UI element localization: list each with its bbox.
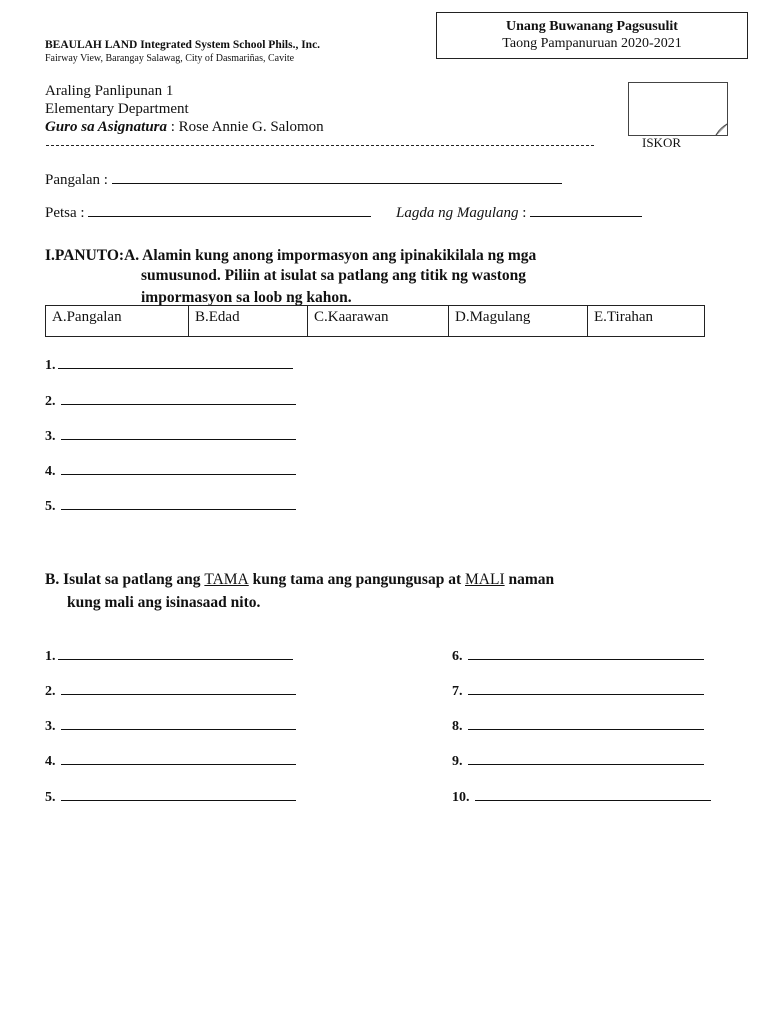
answer-blank[interactable]: [58, 658, 293, 660]
choice-d: D.Magulang: [449, 306, 588, 336]
score-box: [628, 82, 728, 136]
answer-blank[interactable]: [468, 763, 704, 765]
teacher-name: : Rose Annie G. Salomon: [167, 119, 324, 135]
choice-e: E.Tirahan: [594, 309, 654, 325]
answer-blank[interactable]: [61, 438, 296, 440]
answer-blank[interactable]: [61, 763, 296, 765]
school-year: Taong Pampanuruan 2020-2021: [502, 36, 682, 51]
name-field[interactable]: [45, 172, 562, 189]
divider: [46, 145, 594, 146]
signature-blank[interactable]: [530, 215, 642, 217]
signature-label: Lagda ng Magulang: [396, 205, 519, 221]
folded-corner-icon: [628, 82, 728, 136]
part-b-item[interactable]: 10.: [452, 790, 711, 806]
choice-a: A.Pangalan: [46, 306, 189, 336]
answer-blank[interactable]: [61, 693, 296, 695]
signature-field[interactable]: [396, 205, 642, 222]
signature-colon: :: [518, 205, 531, 221]
date-label: Petsa :: [45, 205, 89, 221]
choices-box: [45, 305, 705, 337]
part-b-item[interactable]: 2.: [45, 684, 296, 700]
answer-blank[interactable]: [61, 508, 296, 510]
part-b-item[interactable]: 6.: [452, 649, 704, 665]
school-address: Fairway View, Barangay Salawag, City of Dasmariñas, Cavite: [45, 53, 295, 64]
answer-blank[interactable]: [475, 799, 711, 801]
answer-blank[interactable]: [468, 728, 704, 730]
part-b-item[interactable]: 3.: [45, 719, 296, 735]
date-blank[interactable]: [88, 215, 371, 217]
choice-c: C.Kaarawan: [308, 306, 449, 336]
department: Elementary Department: [45, 101, 189, 117]
part-b-item[interactable]: 8.: [452, 719, 704, 735]
answer-blank[interactable]: [468, 693, 704, 695]
answer-blank[interactable]: [58, 367, 293, 369]
name-label: Pangalan :: [45, 172, 112, 188]
part-b-item[interactable]: 7.: [452, 684, 704, 700]
part-b-instruction-line1: B. Isulat sa patlang ang TAMA kung tama ang pangungusap at MALI naman: [45, 571, 555, 588]
part-b-item[interactable]: 4.: [45, 754, 296, 770]
teacher-line: [45, 118, 324, 136]
answer-blank[interactable]: [61, 403, 296, 405]
date-field[interactable]: [45, 205, 371, 222]
part-a-instruction-line2: sumusunod. Piliin at isulat sa patlang ang titik ng wastong: [141, 267, 527, 284]
part-b-item[interactable]: 5.: [45, 790, 296, 806]
part-a-instruction-line3: impormasyon sa loob ng kahon.: [141, 289, 352, 306]
school-name: BEAULAH LAND Integrated System School Phils., Inc.: [45, 39, 321, 51]
subject: Araling Panlipunan 1: [45, 83, 174, 99]
tama-word: TAMA: [204, 571, 249, 588]
part-a-instruction-line1: I.PANUTO:A. Alamin kung anong impormasyon ang ipinakikilala ng mga: [45, 247, 537, 264]
part-b-item[interactable]: 9.: [452, 754, 704, 770]
part-a-item[interactable]: 4.: [45, 464, 296, 480]
answer-blank[interactable]: [61, 473, 296, 475]
mali-word: MALI: [465, 571, 505, 588]
part-a-item[interactable]: 3.: [45, 429, 296, 445]
name-blank[interactable]: [112, 182, 562, 184]
part-a-item[interactable]: 5.: [45, 499, 296, 515]
answer-blank[interactable]: [61, 728, 296, 730]
exam-title-box: [436, 12, 748, 59]
part-b-instruction-line2: kung mali ang isinasaad nito.: [67, 594, 261, 611]
exam-title: Unang Buwanang Pagsusulit: [506, 19, 678, 34]
score-label: ISKOR: [642, 135, 682, 150]
part-a-item[interactable]: 1.: [45, 358, 293, 374]
choice-b: B.Edad: [189, 306, 308, 336]
part-a-item[interactable]: 2.: [45, 394, 296, 410]
teacher-label: Guro sa Asignatura: [45, 119, 167, 135]
answer-blank[interactable]: [468, 658, 704, 660]
answer-blank[interactable]: [61, 799, 296, 801]
part-b-item[interactable]: 1.: [45, 649, 293, 665]
